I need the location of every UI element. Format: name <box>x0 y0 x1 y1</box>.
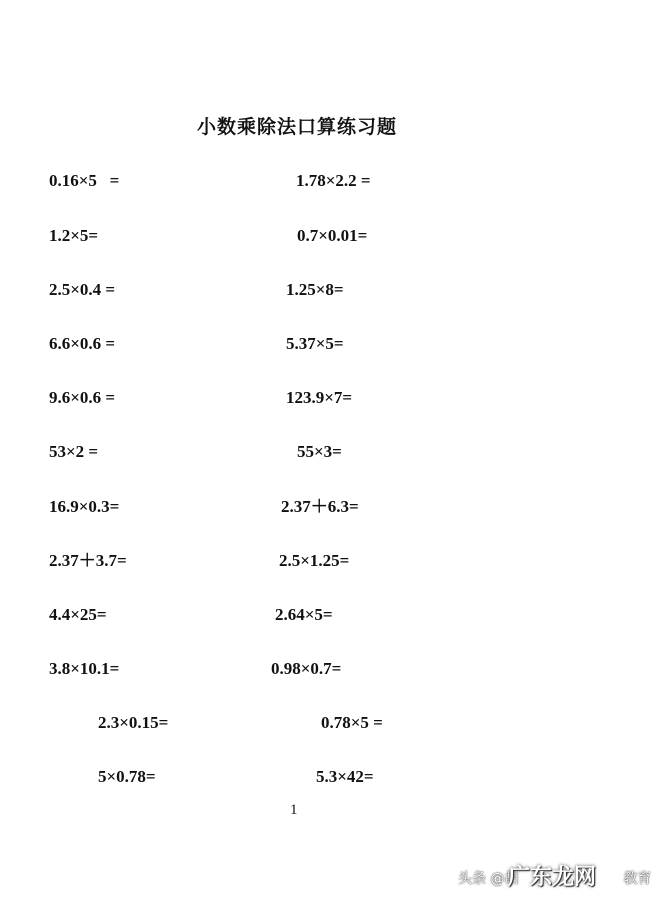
problem-left-3: 2.5×0.4 = <box>49 280 116 299</box>
problem-right-12: 5.3×42= <box>316 767 374 786</box>
problem-left-11: 2.3×0.15= <box>98 713 169 732</box>
problem-left-6: 53×2 = <box>49 442 99 461</box>
problem-right-3: 1.25×8= <box>286 280 344 299</box>
problem-left-9: 4.4×25= <box>49 605 107 624</box>
problem-left-5: 9.6×0.6 = <box>49 388 116 407</box>
problem-right-7: 2.37＋6.3= <box>281 497 359 516</box>
problem-left-7: 16.9×0.3= <box>49 497 120 516</box>
problem-right-10: 0.98×0.7= <box>271 659 342 678</box>
watermark-overlay: 广东龙网 <box>508 865 597 890</box>
problem-left-1: 0.16×5 = <box>49 171 120 190</box>
problem-left-8: 2.37＋3.7= <box>49 551 127 570</box>
problem-right-11: 0.78×5 = <box>321 713 383 732</box>
problem-right-6: 55×3= <box>297 442 342 461</box>
watermark-source-text: 头条 @胡 <box>458 871 519 887</box>
problem-right-9: 2.64×5= <box>275 605 333 624</box>
problem-right-5: 123.9×7= <box>286 388 353 407</box>
problem-left-2: 1.2×5= <box>49 226 99 245</box>
watermark-suffix-text: 教育 <box>623 871 651 887</box>
problem-right-4: 5.37×5= <box>286 334 344 353</box>
problem-right-1: 1.78×2.2 = <box>296 171 371 190</box>
worksheet-title: 小数乘除法口算练习题 <box>196 116 397 138</box>
page-number: 1 <box>290 802 298 818</box>
problem-right-2: 0.7×0.01= <box>297 226 368 245</box>
problem-left-4: 6.6×0.6 = <box>49 334 116 353</box>
problem-right-8: 2.5×1.25= <box>279 551 350 570</box>
problem-left-10: 3.8×10.1= <box>49 659 120 678</box>
problem-left-12: 5×0.78= <box>98 767 156 786</box>
